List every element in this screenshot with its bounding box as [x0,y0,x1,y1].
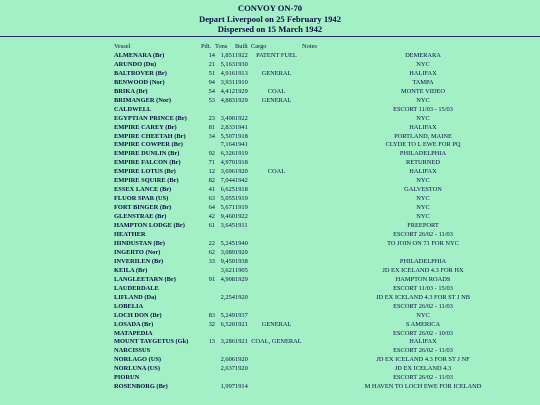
pdt-value: 51 [208,69,215,77]
cargo-value [251,285,302,294]
notes-value: JD EX ICELAND 4.3 FOR ST J NB [376,293,470,301]
vessel-name: EMPIRE FALCON (Br) [114,159,181,167]
vessel-name: INVERILEN (Br) [114,257,164,265]
cargo-value [251,231,302,240]
tons-value: 7,164 [220,141,235,149]
cargo-value [251,347,302,356]
table-row [114,213,540,222]
vessel-name: LOBELIA [114,302,144,310]
built-year: 1922 [235,213,248,221]
tons-value [215,231,235,240]
table-row [114,374,540,383]
table-row [114,258,540,267]
notes-value: CLYDE TO L EWE FOR PQ [385,141,461,149]
tons-value: 4,916 [220,69,235,77]
notes-value: ESCORT 26/02 - 11/03 [393,231,453,239]
notes-value: NYC [416,195,430,203]
pdt-value: 83 [208,311,215,319]
vessel-name: INGERTO (Nor) [114,248,161,256]
notes-value: NYC [416,96,430,104]
notes-value: JD EX ICELAND 4.3 [394,365,452,373]
notes-column-header: Notes [302,43,317,50]
vessel-name: EMPIRE CAREY (Br) [114,123,177,131]
pdt-value: 54 [208,87,215,95]
built-year: 1919 [235,195,248,203]
cargo-value: PATENT FUEL [256,51,297,59]
notes-value: HALIFAX [409,338,437,346]
table-row [114,79,540,88]
tons-value: 6,520 [220,320,235,328]
pdt-value: 32 [208,320,215,328]
table-row [114,115,540,124]
cargo-value [251,141,302,150]
built-year: 1941 [235,141,248,149]
notes-value [302,249,540,258]
tons-value: 5,245 [220,239,235,247]
cargo-value [251,159,302,168]
table-row [114,61,540,70]
dispersed-line: Dispersed on 15 March 1942 [217,24,323,34]
tons-value: 5,163 [220,60,235,68]
built-year: 1919 [235,150,248,158]
built-year: 1910 [235,78,248,86]
cargo-value [251,115,302,124]
vessel-name: HAMPTON LODGE (Br) [114,222,185,230]
vessel-name: EMPIRE LOTUS (Br) [114,168,176,176]
vessel-name: NORLUNA (US) [114,365,160,373]
pdt-value [201,303,215,312]
built-year: 1922 [235,51,248,59]
tons-value: 5,671 [220,204,235,212]
tons-value [215,330,235,339]
tons-value: 3,696 [220,168,235,176]
built-year: 1938 [235,257,248,265]
notes-value: NYC [416,311,430,319]
cargo-value [251,267,302,276]
notes-value: ESCORT 11/03 - 15/03 [393,284,453,292]
table-row [114,338,540,347]
table-row [114,365,540,374]
cargo-value [251,204,302,213]
cargo-value [251,213,302,222]
table-row [114,133,540,142]
notes-value: S AMERICA [405,320,441,328]
tons-value: 1,851 [220,51,235,59]
built-year: 1920 [235,293,248,301]
built-year: 1922 [235,114,248,122]
vessel-name: LOSADA (Br) [114,320,154,328]
cargo-value: GENERAL [261,69,292,77]
cargo-value [251,124,302,133]
pdt-value: 94 [208,78,215,86]
table-row [114,204,540,213]
pdt-value [201,365,215,374]
table-row [114,231,540,240]
tons-value: 2,606 [220,356,235,364]
vessel-name: HINDUSTAN (Br) [114,239,165,247]
table-row [114,347,540,356]
built-year: 1918 [235,159,248,167]
notes-value: NYC [416,213,430,221]
tons-value: 2,637 [220,365,235,373]
cargo-value [251,79,302,88]
cargo-value [251,276,302,285]
pdt-value: 71 [208,159,215,167]
pdt-value: 12 [208,168,215,176]
cargo-value [251,186,302,195]
table-row [114,70,540,79]
table-row [114,267,540,276]
tons-value: 3,621 [220,266,235,274]
pdt-value [201,231,215,240]
built-year: 1905 [235,266,248,274]
vessel-name: MOUNT TAYGETUS (Gk) [114,338,189,346]
notes-value: MONTE VIDEO [400,87,446,95]
vessel-name: BRIKA (Br) [114,87,148,95]
notes-value: NYC [416,204,430,212]
vessel-name: BRIMANGER (Nor) [114,96,171,104]
tons-value: 5,055 [220,195,235,203]
document-header [0,0,540,35]
vessel-name: LOCH DON (Br) [114,311,162,319]
table-row [114,150,540,159]
pdt-value [201,374,215,383]
table-row [114,124,540,133]
cargo-value: COAL, GENERAL [251,338,302,346]
notes-value: HALIFAX [409,168,437,176]
tons-value: 2,254 [220,293,235,301]
cargo-value [251,222,302,231]
cargo-value [251,240,302,249]
tons-value: 6,625 [220,186,235,194]
table-row [114,141,540,150]
vessel-name: BENWOOD (Nor) [114,78,165,86]
tons-value: 5,507 [220,132,235,140]
vessel-name: FORT BINGER (Br) [114,204,172,212]
vessel-name: NARCISSUS [114,347,151,355]
table-row [114,240,540,249]
tons-value [215,303,235,312]
built-year: 1918 [235,132,248,140]
pdt-value: 64 [208,204,215,212]
cargo-value [251,312,302,321]
pdt-value: 14 [208,51,215,59]
built-year: 1911 [235,222,248,230]
pdt-value: 81 [208,123,215,131]
pdt-value: 53 [208,96,215,104]
pdt-value: 82 [208,177,215,185]
pdt-value [201,285,215,294]
vessel-name: ESSEX LANCE (Br) [114,186,172,194]
tons-value: 2,833 [220,123,235,131]
table-row [114,321,540,330]
vessel-name: NORLAGO (US) [114,356,162,364]
vessel-name: ALMENARA (Br) [114,51,165,59]
vessel-name: MATAPEDIA [114,329,153,337]
pdt-value [201,383,215,392]
built-year: 1920 [235,168,248,176]
tons-value [215,106,235,115]
vessel-name: BALTROVER (Br) [114,69,167,77]
built-year [235,330,251,339]
table-row [114,177,540,186]
built-year: 1942 [235,177,248,185]
cargo-value [251,133,302,142]
cargo-value: GENERAL [261,96,292,104]
tons-value: 6,326 [220,150,235,158]
tons-value [215,285,235,294]
table-row [114,285,540,294]
notes-value: NYC [416,114,430,122]
cargo-value [251,365,302,374]
notes-value: PHILADELPHIA [399,150,447,158]
pdt-value: 63 [208,195,215,203]
notes-value: ESCORT 26/02 - 11/03 [393,302,453,310]
notes-value: FREEPORT [407,222,439,230]
vessel-name: FLUOR SPAR (US) [114,195,169,203]
table-row [114,159,540,168]
built-year: 1929 [235,96,248,104]
table-row [114,330,540,339]
pdt-value [201,267,215,276]
notes-value: ESCORT 11/03 - 15/03 [393,105,453,113]
pdt-value: 41 [208,186,215,194]
tons-value: 4,908 [220,275,235,283]
notes-value: ESCORT 26/02 - 11/03 [393,347,453,355]
built-year: 1929 [235,87,248,95]
table-row [114,106,540,115]
vessel-name: LANGLEETARN (Br) [114,275,176,283]
vessel-name: EMPIRE DUNLIN (Br) [114,150,180,158]
notes-value: PORTLAND, MAINE [394,132,452,140]
built-year: 1919 [235,204,248,212]
vessel-name: EMPIRE CHEETAH (Br) [114,132,186,140]
table-row [114,97,540,106]
tons-value: 9,450 [220,257,235,265]
pdt-value [201,356,215,365]
cargo-value [251,61,302,70]
built-year: 1921 [235,320,248,328]
table-row [114,294,540,303]
cargo-value [251,106,302,115]
notes-value: NYC [416,177,430,185]
notes-value: TAMPA [412,78,434,86]
cargo-value [251,383,302,392]
pdt-value: 61 [208,222,215,230]
built-year: 1930 [235,60,248,68]
tons-value: 3,645 [220,222,235,230]
built-year: 1929 [235,275,248,283]
table-row [114,195,540,204]
pdt-value [201,141,215,150]
vessel-name: EMPIRE COWPER (Br) [114,141,183,149]
cargo-value [251,330,302,339]
vessel-name: KEILA (Br) [114,266,148,274]
header-divider [0,36,540,37]
cargo-value [251,150,302,159]
tons-value: 1,997 [220,383,235,391]
table-row [114,249,540,258]
cargo-value: COAL [267,168,286,176]
table-row [114,168,540,177]
vessel-name: GLENSTRAE (Br) [114,213,167,221]
built-column-header: Built [235,43,248,50]
cargo-value [251,177,302,186]
built-year: 1940 [235,239,248,247]
cargo-value [251,303,302,312]
convoy-title: CONVOY ON-70 [237,3,303,13]
table-row [114,222,540,231]
pdt-column-header: Pdt. [201,43,212,50]
table-row [114,356,540,365]
convoy-table [114,43,540,392]
pdt-value: 23 [208,114,215,122]
cargo-column-header: Cargo [251,43,267,50]
tons-value [215,347,235,356]
table-row [114,276,540,285]
pdt-value [201,294,215,303]
cargo-value [251,294,302,303]
pdt-value [201,330,215,339]
built-year: 1914 [235,383,248,391]
notes-value: M HAVEN TO LOCH EWE FOR ICELAND [364,383,482,391]
pdt-value: 92 [208,150,215,158]
built-year: 1920 [235,248,248,256]
tons-value: 3,286 [220,338,235,346]
pdt-value: 33 [208,257,215,265]
cargo-value [251,195,302,204]
vessel-name: ROSENBORG (Br) [114,383,168,391]
table-row [114,383,540,392]
built-year [235,231,251,240]
vessel-name: CALDWELL [114,105,152,113]
notes-value: DEMERARA [405,51,441,59]
built-year: 1937 [235,311,248,319]
notes-value: HALIFAX [409,69,437,77]
tons-value: 4,883 [220,96,235,104]
cargo-value [251,249,302,258]
notes-value: JD EX ICELAND 4.3 FOR ST J NF [376,356,470,364]
notes-value: TO JOIN ON 71 FOR NYC [387,239,459,247]
cargo-value: COAL [267,87,286,95]
vessel-name: ARUNDO (Du) [114,60,157,68]
pdt-value [201,106,215,115]
tons-value: 3,490 [220,114,235,122]
vessel-name: EMPIRE SQUIRE (Br) [114,177,179,185]
vessel-name: EGYPTIAN PRINCE (Br) [114,114,187,122]
built-year [235,347,251,356]
notes-value: RETURNED [405,159,441,167]
pdt-value: 34 [208,132,215,140]
tons-value: 9,460 [220,213,235,221]
vessel-column-header: Vessel [114,43,131,50]
notes-value: JD EX ICELAND 4.3 FOR HX [382,266,464,274]
vessel-name: PIORUN [114,374,140,382]
built-year [235,374,251,383]
built-year: 1913 [235,69,248,77]
tons-value: 7,044 [220,177,235,185]
table-row [114,186,540,195]
built-year: 1918 [235,186,248,194]
built-year [235,303,251,312]
pdt-value: 42 [208,213,215,221]
table-row [114,303,540,312]
pdt-value: 21 [208,60,215,68]
notes-value: GALVESTON [404,186,442,194]
tons-value: 5,249 [220,311,235,319]
pdt-value [201,347,215,356]
pdt-value: 62 [208,248,215,256]
table-header-row [114,43,540,52]
notes-value: NYC [416,60,430,68]
built-year [235,106,251,115]
vessel-name: LAUDERDALE [114,284,159,292]
tons-value: 4,970 [220,159,235,167]
tons-value: 3,931 [220,78,235,86]
notes-value: HAMPTON ROADS [395,275,451,283]
cargo-value [251,258,302,267]
table-row [114,312,540,321]
tons-column-header: Tons [215,43,228,50]
built-year: 1941 [235,123,248,131]
pdt-value: 91 [208,275,215,283]
built-year: 1920 [235,365,248,373]
notes-value: PHILADELPHIA [399,257,447,265]
notes-value: ESCORT 26/02 - 11/03 [393,374,453,382]
table-row [114,88,540,97]
vessel-name: HEATHER [114,231,146,239]
pdt-value: 22 [208,239,215,247]
built-year [235,285,251,294]
tons-value [215,374,235,383]
built-year: 1921 [235,338,248,346]
vessel-name: LIFLAND (Da) [114,293,157,301]
notes-value: ESCORT 26/02 - 10/03 [392,329,454,337]
depart-line: Depart Liverpool on 25 February 1942 [198,13,342,24]
tons-value: 4,412 [220,87,235,95]
tons-value: 3,089 [220,248,235,256]
cargo-value [251,374,302,383]
table-row [114,52,540,61]
cargo-value: GENERAL [261,320,292,328]
cargo-value [251,356,302,365]
built-year: 1920 [235,356,248,364]
pdt-value: 13 [208,338,215,346]
notes-value: HALIFAX [409,123,437,131]
